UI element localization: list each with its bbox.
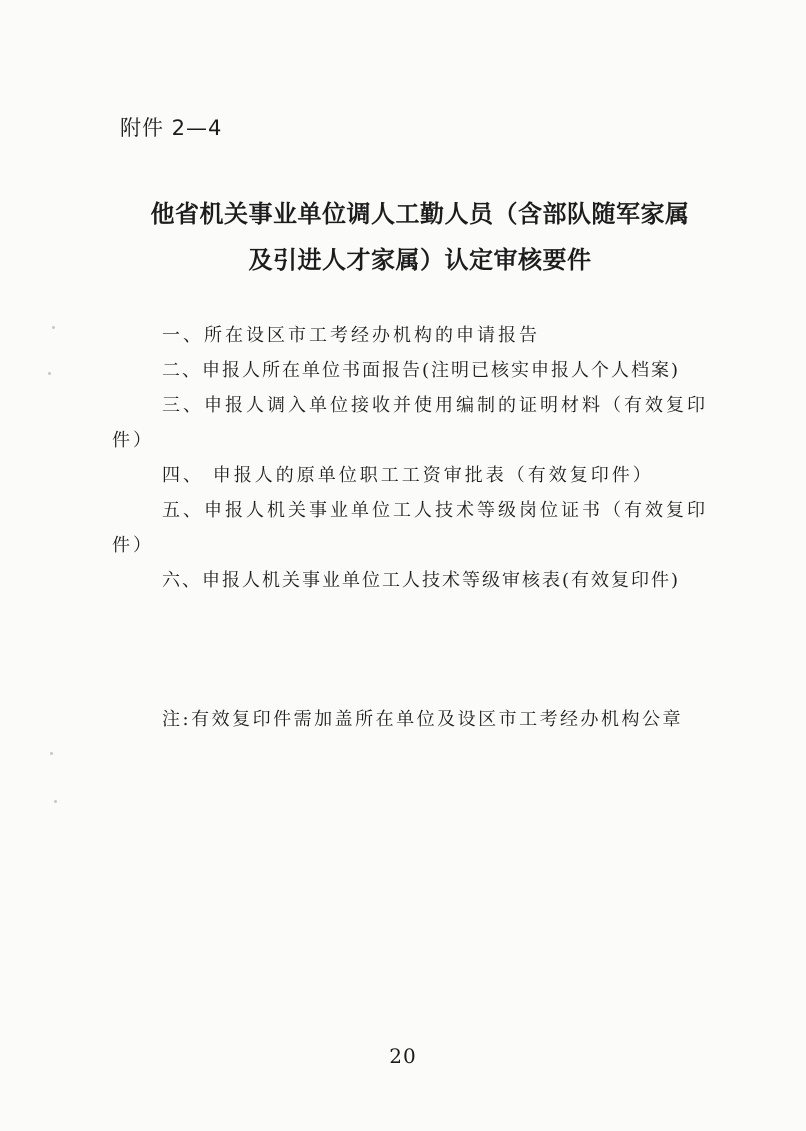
requirements-list bbox=[112, 318, 732, 598]
scan-speck bbox=[54, 800, 57, 803]
note-text: 注:有效复印件需加盖所在单位及设区市工考经办机构公章 bbox=[162, 709, 684, 730]
requirement-item-1: 一、所在设区市工考经办机构的申请报告 bbox=[162, 325, 540, 346]
requirement-item-5: 五、申报人机关事业单位工人技术等级岗位证书（有效复印件） bbox=[112, 500, 708, 556]
scan-speck bbox=[50, 752, 53, 755]
requirement-item-4: 四、 申报人的原单位职工工资审批表（有效复印件） bbox=[162, 465, 654, 486]
document-title-line-2: 及引进人才家属）认定审核要件 bbox=[248, 246, 592, 274]
document-title-line-1: 他省机关事业单位调人工勤人员（含部队随军家属 bbox=[150, 200, 690, 228]
scan-speck bbox=[52, 326, 55, 329]
requirement-item-2: 二、申报人所在单位书面报告(注明已核实申报人个人档案) bbox=[162, 360, 681, 381]
scan-speck bbox=[48, 372, 51, 375]
requirement-item-3: 三、申报人调入单位接收并使用编制的证明材料（有效复印件） bbox=[112, 395, 708, 451]
requirement-item-6: 六、申报人机关事业单位工人技术等级审核表(有效复印件) bbox=[162, 570, 681, 591]
attachment-label: 附件 2—4 bbox=[120, 116, 223, 140]
page-number: 20 bbox=[389, 1044, 417, 1068]
